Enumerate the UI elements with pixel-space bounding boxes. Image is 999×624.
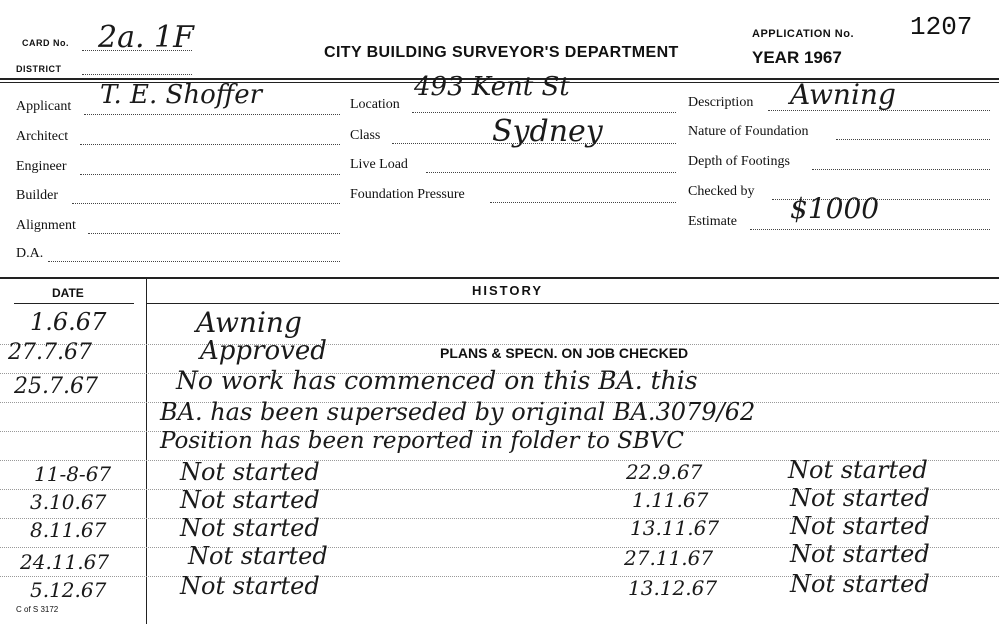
entry-date: 22.9.67 bbox=[626, 460, 703, 484]
depth-footings-line bbox=[812, 169, 990, 170]
estimate-line bbox=[750, 229, 990, 230]
depth-footings-label: Depth of Footings bbox=[688, 154, 790, 169]
entry-text: Not started bbox=[180, 486, 320, 514]
architect-line bbox=[80, 144, 340, 145]
entry-date: 27.7.67 bbox=[8, 340, 92, 365]
entry-date: 3.10.67 bbox=[30, 490, 107, 514]
entry-date: 5.12.67 bbox=[30, 578, 107, 602]
entry-date: 1.11.67 bbox=[632, 488, 709, 512]
entry-text: Position has been reported in folder to SBVC bbox=[160, 428, 684, 454]
entry-text: Not started bbox=[180, 514, 320, 542]
location-label: Location bbox=[350, 97, 400, 112]
application-no-label: APPLICATION No. bbox=[752, 28, 855, 40]
plans-checked-stamp: PLANS & SPECN. ON JOB CHECKED bbox=[440, 345, 689, 361]
entry-text: Awning bbox=[196, 306, 302, 339]
live-load-label: Live Load bbox=[350, 157, 408, 172]
engineer-line bbox=[80, 174, 340, 175]
entry-text: Not started bbox=[790, 540, 930, 568]
alignment-line bbox=[88, 233, 340, 234]
card-no-label: CARD No. bbox=[22, 38, 69, 48]
location-value-2: Sydney bbox=[492, 114, 603, 149]
date-header-rule bbox=[14, 303, 134, 304]
nature-foundation-line bbox=[836, 139, 990, 140]
architect-label: Architect bbox=[16, 129, 69, 144]
applicant-value: T. E. Shoffer bbox=[100, 80, 263, 110]
entry-text: Not started bbox=[788, 456, 928, 484]
alignment-label: Alignment bbox=[16, 218, 76, 233]
card-no-value: 2a. 1F bbox=[98, 20, 194, 55]
class-line bbox=[392, 143, 676, 144]
entry-text: Not started bbox=[180, 572, 320, 600]
entry-text: Not started bbox=[790, 512, 930, 540]
location-line bbox=[412, 112, 676, 113]
form-code: C of S 3172 bbox=[16, 605, 59, 614]
entry-date: 11-8-67 bbox=[34, 462, 112, 486]
district-line bbox=[82, 74, 192, 75]
entry-text: Not started bbox=[790, 484, 930, 512]
history-header-rule bbox=[146, 303, 999, 304]
application-no: 1207 bbox=[910, 12, 973, 42]
builder-label: Builder bbox=[16, 188, 58, 203]
checked-by-label: Checked by bbox=[688, 184, 755, 199]
date-column-divider bbox=[146, 279, 147, 624]
entry-text: BA. has been superseded by original BA.3079/62 bbox=[160, 398, 756, 426]
nature-foundation-label: Nature of Foundation bbox=[688, 124, 809, 139]
foundation-pressure-label: Foundation Pressure bbox=[350, 187, 465, 202]
builder-line bbox=[72, 203, 340, 204]
da-label: D.A. bbox=[16, 246, 44, 261]
district-label: DISTRICT bbox=[16, 64, 62, 74]
entry-date: 13.11.67 bbox=[630, 516, 720, 540]
date-header: DATE bbox=[52, 286, 84, 300]
entry-text: Not started bbox=[790, 570, 930, 598]
estimate-label: Estimate bbox=[688, 214, 737, 229]
da-line bbox=[48, 261, 340, 262]
history-top-rule bbox=[0, 277, 999, 279]
estimate-value: $1000 bbox=[790, 192, 880, 225]
location-value-1: 493 Kent St bbox=[414, 72, 570, 102]
applicant-label: Applicant bbox=[16, 99, 72, 114]
history-header: HISTORY bbox=[472, 283, 544, 298]
department-title: CITY BUILDING SURVEYOR'S DEPARTMENT bbox=[324, 44, 679, 61]
description-label: Description bbox=[688, 95, 754, 110]
class-label: Class bbox=[350, 128, 381, 143]
engineer-label: Engineer bbox=[16, 159, 67, 174]
entry-text: Approved bbox=[200, 336, 327, 366]
entry-date: 1.6.67 bbox=[30, 308, 107, 336]
entry-date: 25.7.67 bbox=[14, 374, 98, 399]
entry-date: 8.11.67 bbox=[30, 518, 107, 542]
entry-date: 24.11.67 bbox=[20, 550, 110, 574]
description-value: Awning bbox=[790, 78, 896, 111]
entry-date: 13.12.67 bbox=[628, 576, 718, 600]
entry-date: 27.11.67 bbox=[624, 546, 714, 570]
foundation-pressure-line bbox=[490, 202, 676, 203]
entry-text: No work has commenced on this BA. this bbox=[176, 366, 698, 395]
entry-text: Not started bbox=[188, 542, 328, 570]
applicant-line bbox=[84, 114, 340, 115]
year-label: YEAR 1967 bbox=[752, 48, 842, 67]
entry-text: Not started bbox=[180, 458, 320, 486]
live-load-line bbox=[426, 172, 676, 173]
